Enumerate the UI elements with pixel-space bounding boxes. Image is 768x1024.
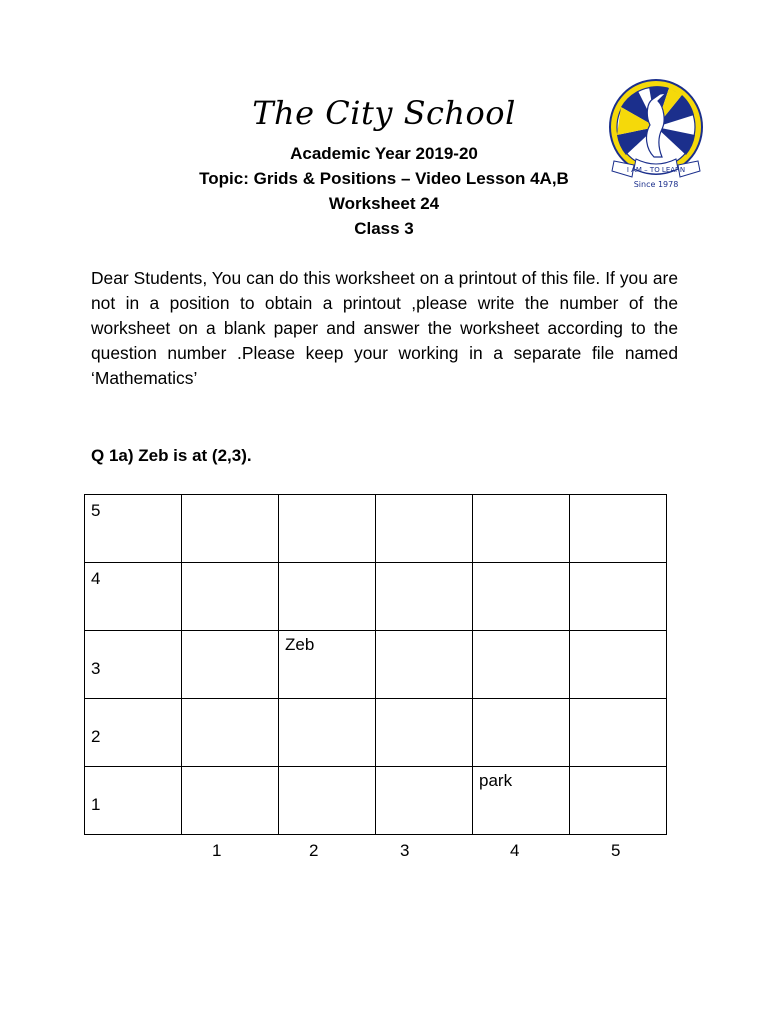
grid-cell-text: Zeb — [285, 635, 315, 654]
grid-cell — [570, 631, 667, 699]
x-axis-label: 2 — [309, 841, 319, 860]
grid-cell — [182, 767, 279, 835]
grid-cell — [473, 631, 570, 699]
question-1a: Q 1a) Zeb is at (2,3). — [91, 446, 252, 465]
grid-cell — [376, 699, 473, 767]
school-name: The City School — [252, 94, 516, 132]
coordinate-grid — [84, 494, 667, 835]
grid-cell — [570, 563, 667, 631]
y-axis-label: 4 — [91, 569, 101, 588]
grid-row — [85, 631, 667, 699]
y-axis-label: 3 — [91, 659, 101, 678]
x-axis-label: 4 — [510, 841, 520, 860]
grid-row — [85, 563, 667, 631]
grid-cell — [279, 563, 376, 631]
logo-banner: I AM – TO LEARN — [626, 166, 686, 174]
topic-line: Topic: Grids & Positions – Video Lesson 4A,B — [199, 169, 569, 188]
grid-cell — [473, 699, 570, 767]
grid-row — [85, 767, 667, 835]
grid-cell-text: park — [479, 771, 513, 790]
grid-cell — [473, 495, 570, 563]
grid-cell — [376, 767, 473, 835]
grid-cell — [570, 699, 667, 767]
grid-cell — [376, 563, 473, 631]
school-logo — [606, 77, 706, 195]
grid-cell — [182, 563, 279, 631]
x-axis-label: 1 — [212, 841, 222, 860]
grid-row — [85, 495, 667, 563]
grid-cell — [182, 699, 279, 767]
worksheet-number: Worksheet 24 — [328, 194, 440, 213]
y-axis-label: 1 — [91, 795, 101, 814]
grid-cell — [376, 631, 473, 699]
class-label: Class 3 — [354, 219, 414, 238]
grid-cell — [182, 495, 279, 563]
grid-cell — [473, 563, 570, 631]
intro-paragraph: Dear Students, You can do this worksheet on a printout of this file. If you are not in a position to obtain a printout ,please write the number of the worksheet on a blank paper and answer the worksheet according to the question number .Please keep your working in a separate file named ‘Mathematics’ — [91, 268, 678, 388]
x-axis-label: 5 — [611, 841, 621, 860]
y-axis-label: 5 — [91, 501, 101, 520]
grid-cell — [473, 767, 570, 835]
y-axis-cell — [85, 495, 182, 563]
grid-cell — [279, 699, 376, 767]
grid-cell — [570, 767, 667, 835]
y-axis-label: 2 — [91, 727, 101, 746]
grid-cell — [570, 495, 667, 563]
grid-cell — [279, 631, 376, 699]
x-axis-label: 3 — [400, 841, 410, 860]
grid-cell — [376, 495, 473, 563]
grid-cell — [182, 631, 279, 699]
y-axis-cell — [85, 699, 182, 767]
academic-year: Academic Year 2019-20 — [290, 144, 478, 163]
y-axis-cell — [85, 767, 182, 835]
grid-cell — [279, 767, 376, 835]
y-axis-cell — [85, 563, 182, 631]
grid-row — [85, 699, 667, 767]
logo-since: Since 1978 — [633, 180, 679, 189]
grid-cell — [279, 495, 376, 563]
y-axis-cell — [85, 631, 182, 699]
